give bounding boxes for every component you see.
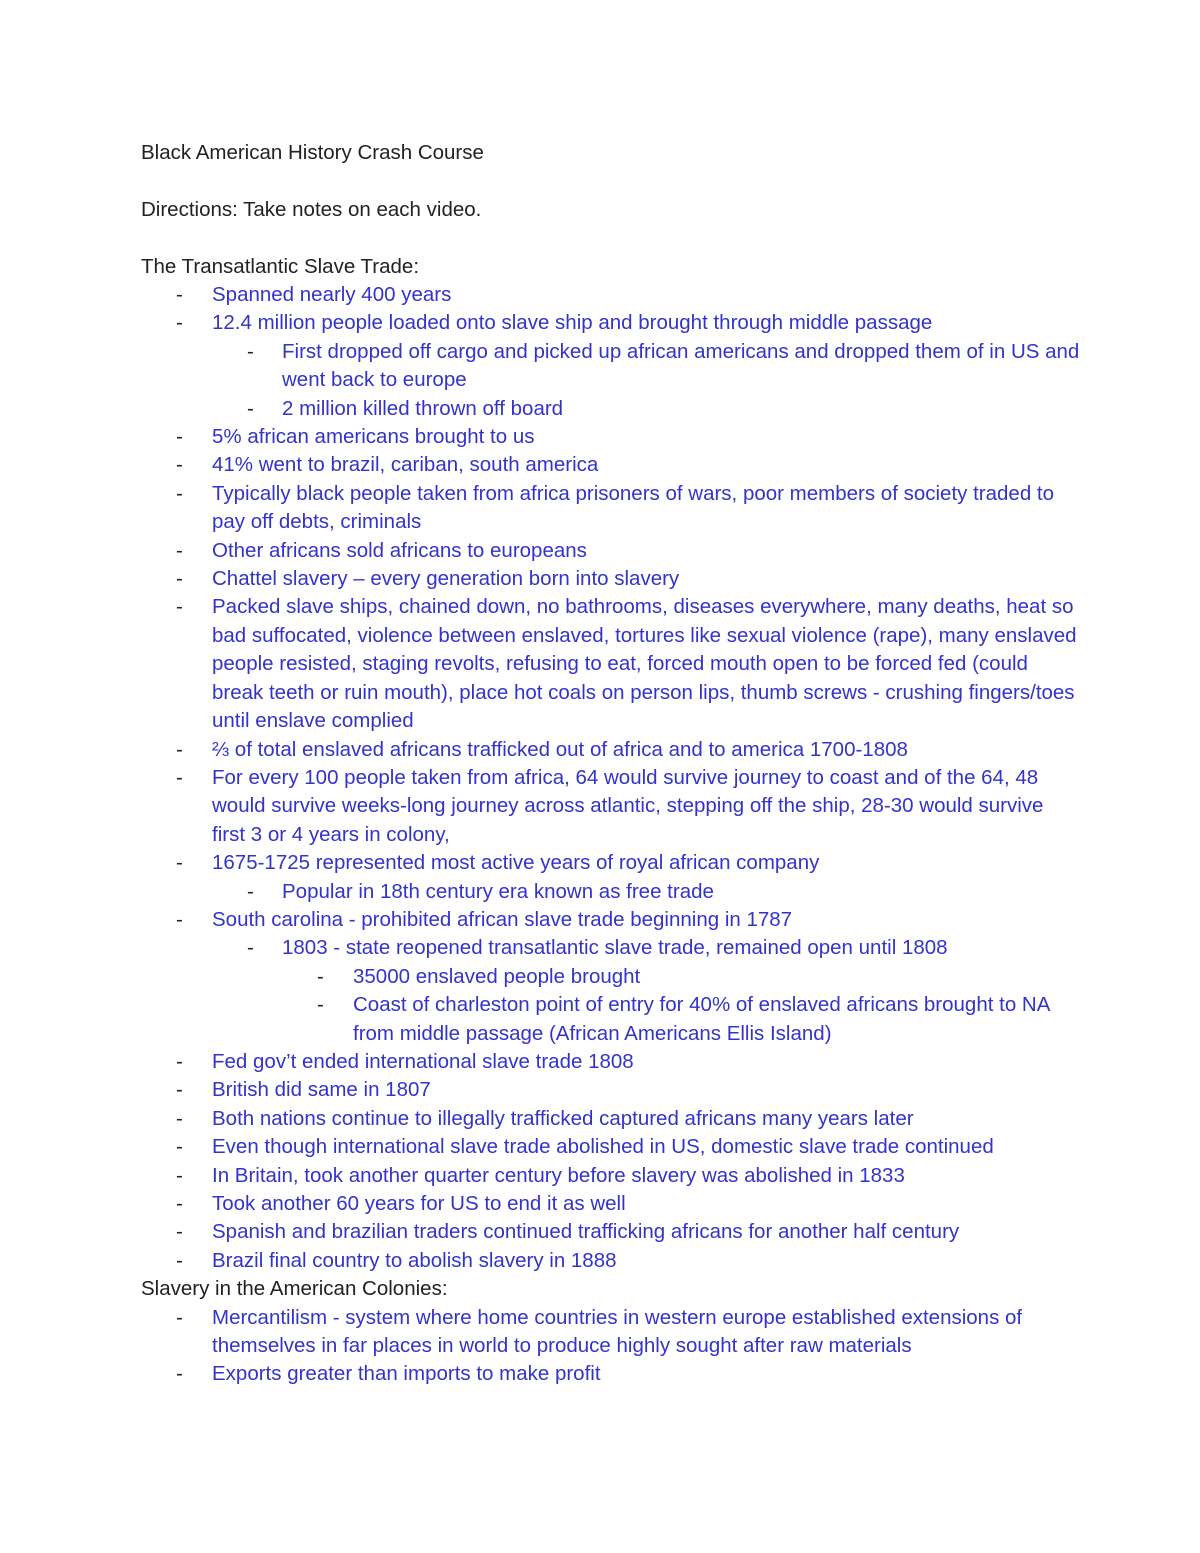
- note-text: In Britain, took another quarter century before slavery was abolished in 1833: [212, 1163, 905, 1187]
- note-item: [141, 934, 1081, 962]
- bullet-dash: -: [176, 425, 183, 449]
- bullet-dash: -: [176, 311, 183, 335]
- note-text: Spanned nearly 400 years: [212, 283, 452, 306]
- note-item: [141, 395, 1081, 423]
- bullet-dash: -: [317, 964, 324, 988]
- note-item: [141, 736, 1081, 764]
- note-text: 12.4 million people loaded onto slave ship and brought through middle passage: [212, 311, 933, 335]
- bullet-dash: -: [176, 453, 183, 477]
- note-item: [141, 537, 1081, 565]
- directions: Directions: Take notes on each video.: [141, 197, 482, 221]
- note-text: For every 100 people taken from africa, 64 would survive journey to coast and of the 64, 48 would survive weeks-long journey across atlantic, stepping off the ship, 28-30 would survive first 3 or 4 years in colony,: [212, 765, 1044, 846]
- note-item: [141, 849, 1081, 877]
- section-heading: Slavery in the American Colonies:: [141, 1277, 448, 1301]
- note-item: [141, 423, 1081, 451]
- note-item: [141, 1218, 1081, 1246]
- bullet-dash: -: [176, 765, 183, 789]
- note-text: Exports greater than imports to make profit: [212, 1362, 601, 1386]
- bullet-dash: -: [176, 1248, 183, 1272]
- note-text: Mercantilism - system where home countries in western europe established extensions of themselves in far places in world to produce highly sought after raw materials: [212, 1305, 1023, 1358]
- note-item: [141, 906, 1081, 934]
- spacer: [141, 167, 1081, 195]
- note-text: South carolina - prohibited african slave trade beginning in 1787: [212, 907, 793, 931]
- note-item: [141, 593, 1081, 735]
- note-item: [141, 1247, 1081, 1275]
- note-item: [141, 963, 1081, 991]
- bullet-dash: -: [247, 936, 254, 960]
- note-item: [141, 1133, 1081, 1161]
- bullet-dash: -: [176, 567, 183, 591]
- document-title: Black American History Crash Course: [141, 141, 484, 164]
- note-item: [141, 1105, 1081, 1133]
- note-text: 41% went to brazil, cariban, south america: [212, 453, 599, 477]
- spacer: [141, 224, 1081, 252]
- note-text: Typically black people taken from africa prisoners of wars, poor members of society traded to pay off debts, criminals: [212, 481, 1055, 534]
- note-item: [141, 764, 1081, 849]
- note-item: [141, 480, 1081, 537]
- note-item: [141, 309, 1081, 337]
- bullet-dash: -: [317, 993, 324, 1017]
- bullet-dash: -: [176, 595, 183, 619]
- note-text: 2 million killed thrown off board: [282, 396, 564, 420]
- note-item: [141, 1360, 1081, 1388]
- note-item: [141, 338, 1081, 395]
- note-text: 5% african americans brought to us: [212, 425, 535, 449]
- bullet-dash: -: [247, 396, 254, 420]
- bullet-dash: -: [176, 907, 183, 931]
- note-text: Other africans sold africans to europeans: [212, 538, 587, 562]
- note-text: Popular in 18th century era known as free trade: [282, 879, 714, 903]
- note-text: British did same in 1807: [212, 1078, 431, 1102]
- note-item: [141, 1304, 1081, 1361]
- bullet-dash: -: [176, 1078, 183, 1102]
- bullet-dash: -: [176, 1220, 183, 1244]
- note-text: Coast of charleston point of entry for 40% of enslaved africans brought to NA from middle passage (African Americans Ellis Island): [353, 993, 1050, 1045]
- note-text: Took another 60 years for US to end it as well: [212, 1192, 626, 1215]
- note-text: Packed slave ships, chained down, no bathrooms, diseases everywhere, many deaths, heat so bad suffocated, violence between enslaved, tortures like sexual violence (rape), many enslaved people resisted, staging revolts, refusing to eat, forced mouth open to be forced fed (could break teeth or ruin mouth), place hot coals on person lips, thumb screws - crushing fingers/toes until enslave complied: [212, 595, 1077, 733]
- note-text: Spanish and brazilian traders continued trafficking africans for another half century: [212, 1220, 960, 1244]
- note-text: Fed gov’t ended international slave trade 1808: [212, 1049, 634, 1073]
- note-item: [141, 878, 1081, 906]
- note-text: 1803 - state reopened transatlantic slave trade, remained open until 1808: [282, 936, 948, 960]
- note-text: First dropped off cargo and picked up african americans and dropped them of in US and went back to europe: [282, 339, 1080, 392]
- bullet-dash: -: [247, 879, 254, 903]
- note-item: [141, 1190, 1081, 1218]
- bullet-dash: -: [176, 1305, 183, 1329]
- note-text: ⅔ of total enslaved africans trafficked out of africa and to america 1700-1808: [212, 737, 908, 761]
- note-item: [141, 451, 1081, 479]
- document-body: [141, 139, 1081, 1389]
- note-item: [141, 1076, 1081, 1104]
- note-text: 35000 enslaved people brought: [353, 964, 641, 988]
- note-item: [141, 1048, 1081, 1076]
- bullet-dash: -: [176, 481, 183, 505]
- note-text: 1675-1725 represented most active years of royal african company: [212, 851, 820, 875]
- note-item: [141, 991, 1081, 1048]
- bullet-dash: -: [176, 1192, 183, 1215]
- bullet-dash: -: [176, 1049, 183, 1073]
- note-item: [141, 281, 1081, 309]
- bullet-dash: -: [247, 339, 254, 363]
- bullet-dash: -: [176, 1362, 183, 1386]
- note-text: Both nations continue to illegally trafficked captured africans many years later: [212, 1106, 914, 1130]
- note-sections: [141, 253, 1081, 1389]
- bullet-dash: -: [176, 1135, 183, 1159]
- bullet-dash: -: [176, 851, 183, 875]
- note-text: Chattel slavery – every generation born into slavery: [212, 567, 680, 591]
- bullet-dash: -: [176, 283, 183, 306]
- bullet-dash: -: [176, 538, 183, 562]
- section-heading: The Transatlantic Slave Trade:: [141, 254, 420, 278]
- bullet-dash: -: [176, 1106, 183, 1130]
- note-item: [141, 565, 1081, 593]
- bullet-dash: -: [176, 737, 183, 761]
- note-text: Brazil final country to abolish slavery in 1888: [212, 1248, 617, 1272]
- note-item: [141, 1162, 1081, 1190]
- note-text: Even though international slave trade abolished in US, domestic slave trade continued: [212, 1135, 994, 1159]
- bullet-dash: -: [176, 1163, 183, 1187]
